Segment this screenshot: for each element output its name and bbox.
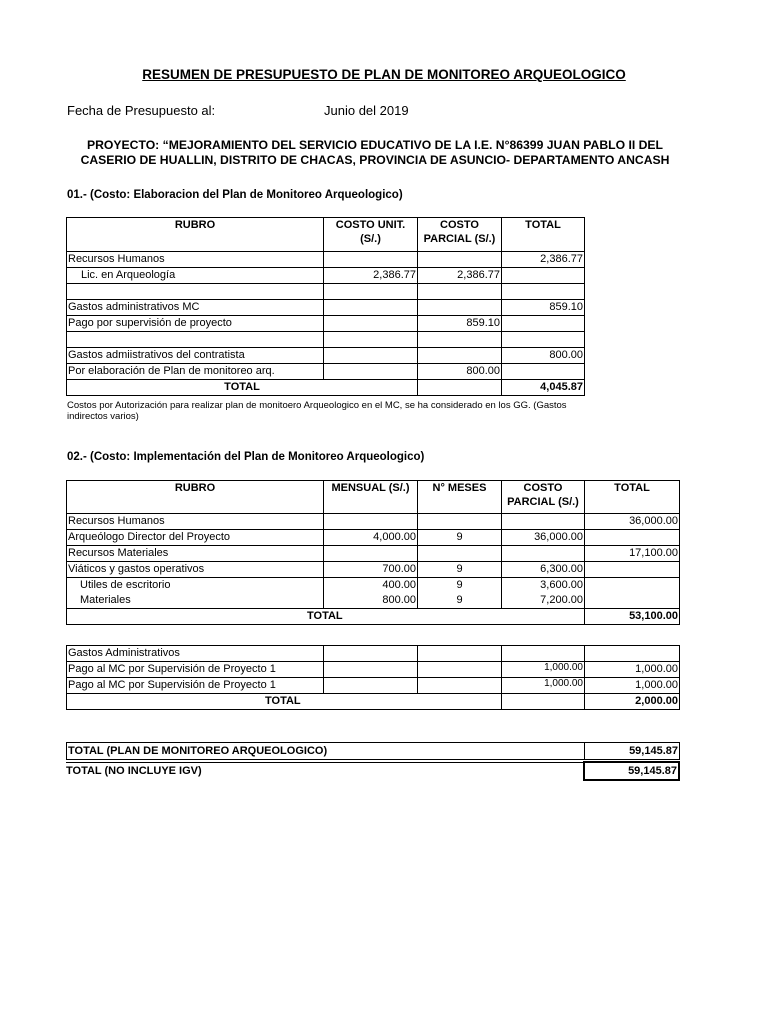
cell-total: 859.10 <box>502 300 585 316</box>
cell-rubro: Viáticos y gastos operativos <box>67 562 324 578</box>
total-row <box>67 694 680 710</box>
table-row <box>67 332 585 348</box>
cell-costo-parcial <box>502 646 585 662</box>
cell-costo-parcial: 2,386.77 <box>418 268 502 284</box>
cell-costo-unit <box>324 332 418 348</box>
header-costo-parcial: COSTO PARCIAL (S/.) <box>502 481 585 514</box>
header-rubro: RUBRO <box>67 481 324 514</box>
cell-costo-unit <box>324 316 418 332</box>
plan-total-label: TOTAL (PLAN DE MONITOREO ARQUEOLOGICO) <box>67 743 585 760</box>
cell-total <box>585 646 680 662</box>
admin-total-value: 2,000.00 <box>585 694 680 710</box>
cell-costo-parcial: 36,000.00 <box>502 530 585 546</box>
cell-rubro: Materiales <box>67 593 324 609</box>
cell-mensual <box>324 546 418 562</box>
cell-mensual: 800.00 <box>324 593 418 609</box>
table-row <box>67 662 680 678</box>
cell-rubro <box>67 284 324 300</box>
cell-costo-parcial <box>418 284 502 300</box>
cell-total: 2,386.77 <box>502 252 585 268</box>
cell-total <box>585 578 680 594</box>
cell-costo-parcial <box>418 252 502 268</box>
table-row <box>67 316 585 332</box>
cell-rubro: Arqueólogo Director del Proyecto <box>67 530 324 546</box>
cell-costo-parcial: 859.10 <box>418 316 502 332</box>
cell-total: 1,000.00 <box>585 662 680 678</box>
igv-total-value: 59,145.87 <box>583 761 680 781</box>
table-row <box>67 678 680 694</box>
admin-total-label: TOTAL <box>67 694 502 710</box>
admin-table <box>66 645 680 710</box>
table-row <box>67 546 680 562</box>
plan-total-value: 59,145.87 <box>585 743 680 760</box>
table-row <box>67 284 585 300</box>
cell-costo-parcial <box>418 348 502 364</box>
cell-total <box>502 268 585 284</box>
table-row <box>67 562 680 578</box>
cell-total <box>502 332 585 348</box>
cell-costo-parcial <box>418 300 502 316</box>
section1-note: Costos por Autorización para realizar plan de monitoero Arqueologico en el MC, se ha considerado en los GG. (Gastos indirectos varios) <box>67 400 567 422</box>
cell-costo-parcial: 1,000.00 <box>502 662 585 678</box>
table-row <box>67 252 585 268</box>
proyecto-heading: PROYECTO: “MEJORAMIENTO DEL SERVICIO EDUCATIVO DE LA I.E. N°86399 JUAN PABLO II DEL CASERIO DE HUALLIN, DISTRITO DE CHACAS, PROVINCIA DE ASUNCIO- DEPARTAMENTO ANCASH <box>80 138 670 167</box>
header-total: TOTAL <box>502 218 585 252</box>
page-title: RESUMEN DE PRESUPUESTO DE PLAN DE MONITOREO ARQUEOLOGICO <box>142 67 626 82</box>
cell-mensual: 400.00 <box>324 578 418 594</box>
cell-rubro: Pago al MC por Supervisión de Proyecto 1 <box>67 662 324 678</box>
cell-mensual: 700.00 <box>324 562 418 578</box>
total-label: TOTAL <box>67 380 418 396</box>
section2-table <box>66 480 680 625</box>
table-row <box>67 514 680 530</box>
cell-meses: 9 <box>418 578 502 594</box>
fecha-value: Junio del 2019 <box>324 103 409 118</box>
cell-costo-parcial <box>418 332 502 348</box>
cell-costo-unit: 2,386.77 <box>324 268 418 284</box>
header-costo-unit: COSTO UNIT. (S/.) <box>324 218 418 252</box>
cell-costo-unit <box>324 252 418 268</box>
cell-mensual <box>324 662 418 678</box>
cell-costo-unit <box>324 364 418 380</box>
cell-mensual <box>324 646 418 662</box>
cell-rubro: Pago por supervisión de proyecto <box>67 316 324 332</box>
table-row <box>67 268 585 284</box>
grand-total-table <box>66 742 680 760</box>
cell-total <box>585 562 680 578</box>
cell-costo-parcial: 6,300.00 <box>502 562 585 578</box>
cell-costo-parcial: 3,600.00 <box>502 578 585 594</box>
cell-meses: 9 <box>418 593 502 609</box>
header-mensual: MENSUAL (S/.) <box>324 481 418 514</box>
total-row <box>67 609 680 625</box>
cell-costo-parcial: 1,000.00 <box>502 678 585 694</box>
table-row <box>67 578 680 594</box>
total-value: 4,045.87 <box>502 380 585 396</box>
section2-heading: 02.- (Costo: Implementación del Plan de Monitoreo Arqueologico) <box>67 451 425 463</box>
table-row <box>67 364 585 380</box>
cell-total: 17,100.00 <box>585 546 680 562</box>
cell-total: 36,000.00 <box>585 514 680 530</box>
cell-rubro: Pago al MC por Supervisión de Proyecto 1 <box>67 678 324 694</box>
cell-meses <box>418 646 502 662</box>
cell-rubro: Por elaboración de Plan de monitoreo arq. <box>67 364 324 380</box>
cell-rubro: Gastos administrativos MC <box>67 300 324 316</box>
table-row <box>67 300 585 316</box>
cell-mensual <box>324 678 418 694</box>
header-meses: N° MESES <box>418 481 502 514</box>
header-total: TOTAL <box>585 481 680 514</box>
cell-meses <box>418 514 502 530</box>
table-row <box>67 593 680 609</box>
cell-total: 1,000.00 <box>585 678 680 694</box>
cell-rubro: Recursos Humanos <box>67 252 324 268</box>
cell-total <box>502 284 585 300</box>
total-label: TOTAL <box>67 609 585 625</box>
total-value: 53,100.00 <box>585 609 680 625</box>
cell-costo-parcial: 800.00 <box>418 364 502 380</box>
cell-total: 800.00 <box>502 348 585 364</box>
cell-total <box>502 364 585 380</box>
cell-costo-unit <box>324 284 418 300</box>
cell-rubro: Gastos admiistrativos del contratista <box>67 348 324 364</box>
cell-total <box>585 530 680 546</box>
table-row <box>67 646 680 662</box>
cell-rubro: Gastos Administrativos <box>67 646 324 662</box>
cell-meses: 9 <box>418 530 502 546</box>
cell-mensual: 4,000.00 <box>324 530 418 546</box>
fecha-label: Fecha de Presupuesto al: <box>67 103 216 118</box>
cell-rubro: Recursos Materiales <box>67 546 324 562</box>
cell-meses <box>418 678 502 694</box>
cell-costo-parcial <box>502 514 585 530</box>
header-rubro: RUBRO <box>67 218 324 252</box>
cell-costo-parcial <box>502 546 585 562</box>
section1-heading: 01.- (Costo: Elaboracion del Plan de Monitoreo Arqueologico) <box>67 189 403 201</box>
cell-rubro: Lic. en Arqueología <box>67 268 324 284</box>
table-row <box>67 530 680 546</box>
cell-costo-unit <box>324 348 418 364</box>
section1-table <box>66 217 585 396</box>
total-row <box>67 380 585 396</box>
empty-cell <box>418 380 502 396</box>
total-row <box>67 743 680 760</box>
cell-costo-unit <box>324 300 418 316</box>
cell-costo-parcial: 7,200.00 <box>502 593 585 609</box>
cell-mensual <box>324 514 418 530</box>
cell-meses <box>418 546 502 562</box>
cell-meses: 9 <box>418 562 502 578</box>
cell-rubro: Utiles de escritorio <box>67 578 324 594</box>
cell-meses <box>418 662 502 678</box>
cell-total <box>502 316 585 332</box>
cell-rubro <box>67 332 324 348</box>
empty-cell <box>502 694 585 710</box>
table-row <box>67 348 585 364</box>
cell-rubro: Recursos Humanos <box>67 514 324 530</box>
cell-total <box>585 593 680 609</box>
header-costo-parcial: COSTO PARCIAL (S/.) <box>418 218 502 252</box>
igv-total-label: TOTAL (NO INCLUYE IGV) <box>66 762 584 779</box>
